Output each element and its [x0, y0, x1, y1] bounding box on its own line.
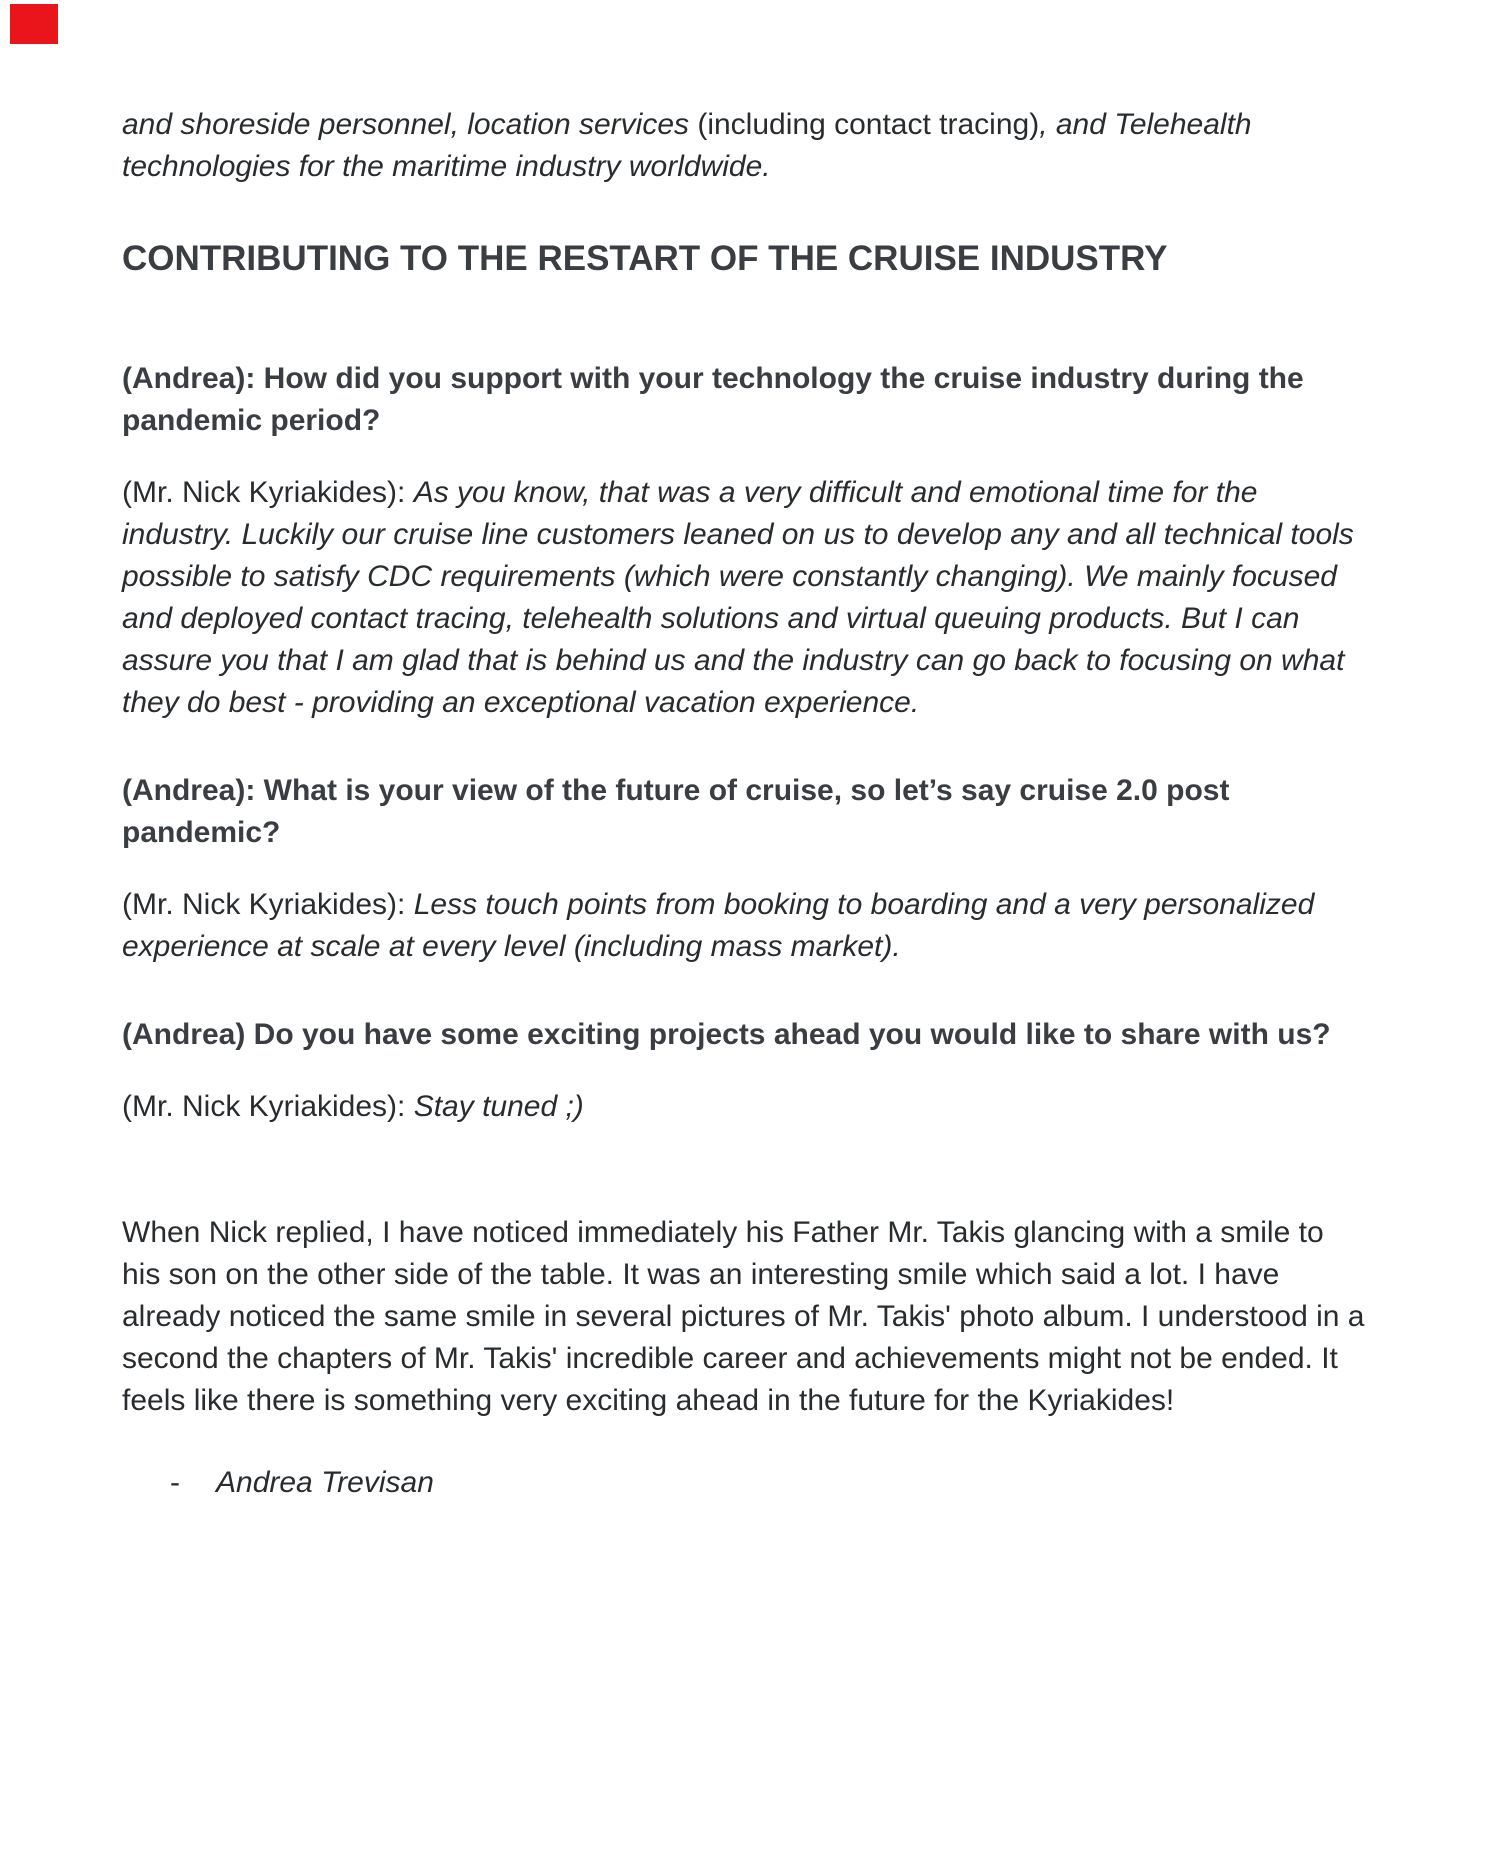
answer-2 [122, 884, 1368, 968]
intro-italic-tail: , and Telehealth technologies for the maritime industry worldwide. [122, 108, 1252, 183]
answer-2-speaker: (Mr. Nick Kyriakides): [122, 888, 414, 921]
intro-regular-parenthetical: (including contact tracing) [697, 108, 1040, 141]
section-heading: CONTRIBUTING TO THE RESTART OF THE CRUISE INDUSTRY [122, 239, 1168, 278]
answer-1-speaker: (Mr. Nick Kyriakides): [122, 476, 414, 509]
intro-italic-lead: and shoreside personnel, location services [122, 108, 698, 141]
question-3: (Andrea) Do you have some exciting projects ahead you would like to share with us? [122, 1018, 1331, 1051]
answer-3-text: Stay tuned ;) [413, 1090, 584, 1123]
answer-1-text: As you know, that was a very difficult and emotional time for the industry. Luckily our cruise line customers leaned on us to develop any and all technical tools possible to satisfy CDC requirements (which were constantly changing). We mainly focused and deployed contact tracing, telehealth solutions and virtual queuing products. But I can assure you that I am glad that is behind us and the industry can go back to focusing on what they do best - providing an exceptional vacation experience. [122, 476, 1354, 719]
closing-paragraph: When Nick replied, I have noticed immediately his Father Mr. Takis glancing with a smile to his son on the other side of the table. It was an interesting smile which said a lot. I have already noticed the same smile in several pictures of Mr. Takis' photo album. I understood in a second the chapters of Mr. Takis' incredible career and achievements might not be ended. It feels like there is something very exciting ahead in the future for the Kyriakides! [122, 1216, 1365, 1417]
signature-dash: - [170, 1466, 180, 1499]
answer-1 [122, 472, 1368, 724]
answer-2-text: Less touch points from booking to boarding and a very personalized experience at scale at every level (including mass market). [122, 888, 1315, 963]
answer-3 [122, 1086, 1368, 1128]
question-2: (Andrea): What is your view of the future of cruise, so let’s say cruise 2.0 post pandemic? [122, 774, 1230, 849]
signature-name: Andrea Trevisan [216, 1466, 434, 1499]
red-corner-mark [10, 4, 58, 44]
answer-3-speaker: (Mr. Nick Kyriakides): [122, 1090, 414, 1123]
intro-paragraph [122, 104, 1368, 188]
question-1: (Andrea): How did you support with your technology the cruise industry during the pandemic period? [122, 362, 1304, 437]
signature-line [122, 1462, 1368, 1504]
